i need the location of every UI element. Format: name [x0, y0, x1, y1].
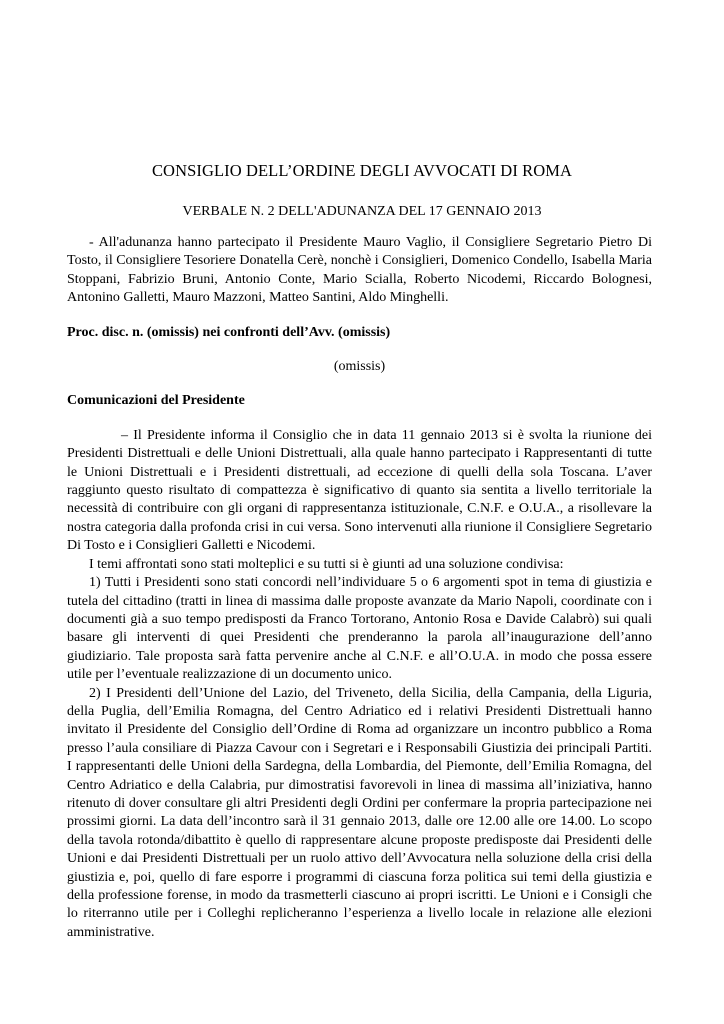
attendance-paragraph: - All'adunanza hanno partecipato il Presidente Mauro Vaglio, il Consigliere Segretario Pietro Di Tosto, il Consigliere Tesoriere Donatella Cerè, nonchè i Consiglieri, Domenico Condello, Isabella Maria Stoppani, Fabrizio Bruni, Antonio Conte, Mario Scialla, Roberto Nicodemi, Riccardo Bolognesi, Antonino Galletti, Mauro Mazzoni, Matteo Santini, Aldo Minghelli. — [67, 235, 652, 306]
document-body — [67, 234, 652, 942]
section-heading: Comunicazioni del Presidente — [67, 393, 245, 409]
proc-heading: Proc. disc. n. (omissis) nei confronti dell’Avv. (omissis) — [67, 324, 391, 340]
document-subtitle: VERBALE N. 2 DELL'ADUNANZA DEL 17 GENNAIO 2013 — [182, 204, 542, 219]
paragraph-2: I temi affrontati sono stati molteplici e su tutti si è giunti ad una soluzione condivisa: — [89, 556, 564, 572]
paragraph-1: – Il Presidente informa il Consiglio che in data 11 gennaio 2013 si è svolta la riunione dei Presidenti Distrettuali e delle Unioni Distrettuali, alla quale hanno partecipato i Rappresentanti di tutte le Unioni Distrettuali e i Presidenti distrettuali, ad eccezione di quelli della sola Toscana. L’aver raggiunto questo risultato di compattezza è significativo di quanto sia sentita a livello territoriale la necessità di contribuire con gli organi di rappresentanza istituzionale, C.N.F. e O.U.A., a risollevare la nostra categoria dalla profonda crisi in cui versa. Sono intervenuti alla riunione il Consigliere Segretario Di Tosto e i Consiglieri Galletti e Nicodemi. — [67, 427, 652, 554]
paragraph-3: 1) Tutti i Presidenti sono stati concordi nell’individuare 5 o 6 argomenti spot in tema di giustizia e tutela del cittadino (tratti in linea di massima dalle proposte avanzate da Mario Napoli, coordinate con i documenti già a suo tempo predisposti da Franco Tortorano, Antonio Rosa e Davide Calabrò) sui quali basare gli interventi di quei Presidenti che prenderanno la parola all’inaugurazione dell’anno giudiziario. Tale proposta sarà fatta pervenire anche al C.N.F. e all’O.U.A. in modo che possa essere utile per l’eventuale realizzazione di un documento unico. — [67, 575, 652, 683]
document-title: CONSIGLIO DELL’ORDINE DEGLI AVVOCATI DI ROMA — [151, 161, 573, 180]
omissis-text: (omissis) — [333, 359, 386, 375]
paragraph-4: 2) I Presidenti dell’Unione del Lazio, del Triveneto, della Sicilia, della Campania, della Liguria, della Puglia, dell’Emilia Romagna, del Centro Adriatico ed i relativi Presidenti Distrettuali hanno invitato il Presidente del Consiglio dell’Ordine di Roma ad organizzare un incontro pubblico a Roma presso l’aula consiliare di Piazza Cavour con i Segretari e i Responsabili Giustizia dei principali Partiti. I rappresentanti delle Unioni della Sardegna, della Lombardia, del Piemonte, dell’Emilia Romagna, del Centro Adriatico e della Calabria, pur dimostratisi favorevoli in linea di massima all’iniziativa, hanno ritenuto di dover consultare gli altri Presidenti degli Ordini per confermare la propria partecipazione nei prossimi giorni. La data dell’incontro sarà il 31 gennaio 2013, dalle ore 12.00 alle ore 14.00. Lo scopo della tavola rotonda/dibattito è quello di rappresentare alcune proposte predisposte dai Presidenti delle Unioni e dai Presidenti Distrettuali per un ruolo attivo dell’Avvocatura nella soluzione della crisi della giustizia e, poi, quello di fare esporre i programmi di ciascuna forza politica sui temi della giustizia e della professione forense, in modo da trasmetterli ciascuno ai propri iscritti. Le Unioni e i Consigli che lo riterranno utile per i Colleghi replicheranno l’esperienza a livello locale in relazione alle elezioni amministrative. — [67, 685, 652, 940]
